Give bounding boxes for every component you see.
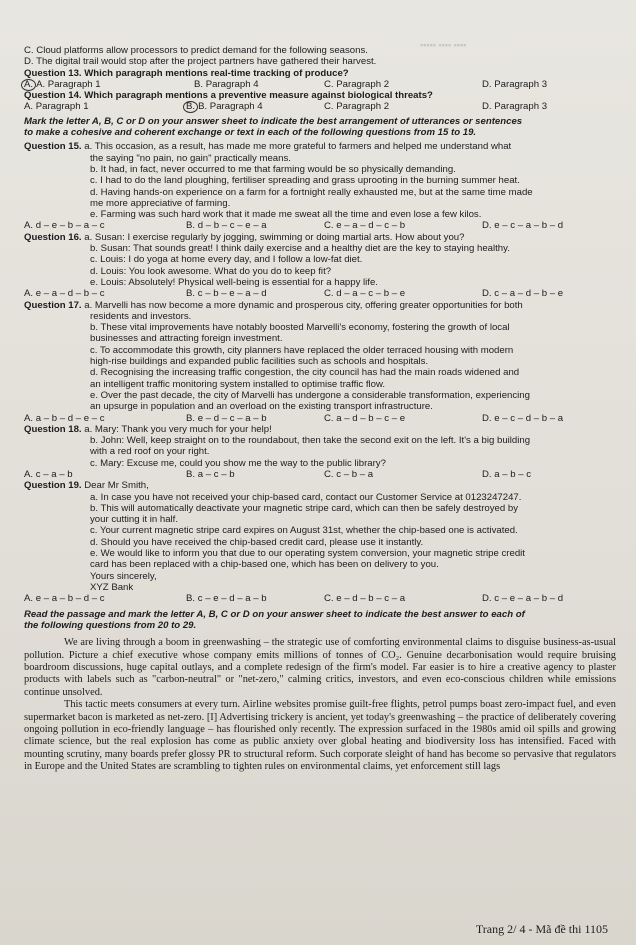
q15-line-d: d. Having hands-on experience on a farm for a fortnight really exhausted me, but at the same time made [90, 186, 533, 198]
q19-line-b2: your cutting it in half. [90, 514, 178, 526]
q19-line-b: b. This will automatically deactivate your magnetic stripe card, which can then be safely destroyed by [90, 502, 519, 514]
q19-head: Question 19. Dear Mr Smith, [24, 480, 149, 492]
q18-line-a: Question 18. a. Mary: Thank you very much for your help! [24, 423, 272, 435]
q19-options: A. e – a – b – d – c B. c – e – d – a – b C. e – d – b – c – a D. c – e – a – b – d [24, 593, 564, 605]
q17-line-c: c. To accommodate this growth, city planners have replaced the older terraced housing with modern [90, 344, 514, 356]
q17-line-e: e. Over the past decade, the city of Marvelli has undergone a considerable transformation, experiencing [90, 389, 530, 401]
circled-answer-mark: A. [21, 79, 36, 91]
q13-options: A. A. Paragraph 1 B. Paragraph 4 C. Paragraph 2 D. Paragraph 3 [24, 79, 616, 90]
q19-line-e: e. We would like to inform you that due to our operating system conversion, your magnetic stripe credit [90, 548, 525, 560]
q18-line-c: c. Mary: Excuse me, could you show me the way to the public library? [90, 457, 386, 469]
q15-line-a: Question 15. a. This occasion, as a result, has made me more grateful to farmers and helped me understand what [24, 141, 512, 153]
q12-option-c: C. Cloud platforms allow processors to predict demand for the following seasons. [24, 45, 368, 56]
q17-line-d2: an intelligent traffic monitoring system installed to optimise traffic flow. [90, 378, 386, 390]
q18-options: A. c – a – b B. a – c – b C. c – b – a D. a – b – c [24, 468, 532, 480]
reading-passage [24, 637, 616, 773]
page-footer: Trang 2/ 4 - Mã đề thi 1105 [475, 921, 608, 936]
question-14: Question 14. Which paragraph mentions a preventive measure against biological threats? [24, 90, 433, 102]
q18-line-b2: with a red roof on your right. [90, 446, 210, 458]
q15-line-d2: me more appreciative of farming. [90, 197, 231, 209]
q16-options: A. e – a – d – b – c B. c – b – e – a – d C. d – a – c – b – e D. c – a – d – b – e [24, 288, 564, 300]
passage-paragraph-2: This tactic meets consumers at every turn. Airline websites promise guilt-free flights, petrol pumps boast zero-impact fuel, and even supermarket bacon is marketed as net-zero. [I] Advertising trickery is ancient, yet today's greenwashing – the practice of deliberately covering ongoing pollution in eco-friendly language – has flourished only recently. The expression surfaced in the 1980s amid oil spills and growing climate science, but the real explosion has come as public anxiety over global heating and biodiversity loss has intensified. Faced with mounting scrutiny, many boards prefer glossy PR to structural reform. Such corporate sleight of hand has become so pervasive that regulators in Europe and the United States are scrambling to tighten rules on environmental claims, yet enforcement still lags [24, 699, 616, 773]
q19-line-d: d. Should you have received the chip-based credit card, please use it instantly. [90, 536, 424, 548]
q16-line-c: c. Louis: I do yoga at home every day, and I follow a low-fat diet. [90, 254, 363, 266]
q19-line-a: a. In case you have not received your chip-based card, contact our Customer Service at 0123247247. [90, 491, 522, 503]
q15-line-a2: the saying "no pain, no gain" practically means. [90, 152, 291, 164]
q19-line-c: c. Your current magnetic stripe card expires on August 31st, whether the chip-based one is activated. [90, 525, 518, 537]
q17-line-b: b. These vital improvements have notably boosted Marvelli's economy, fostering the growth of local [90, 322, 510, 334]
q17-line-a2: residents and investors. [90, 310, 192, 322]
instruction-20-29-line1: Read the passage and mark the letter A, B, C or D on your answer sheet to indicate the best answer to each of [24, 608, 525, 620]
faint-watermark: ▪▪▪▪▪ ▪▪▪▪ ▪▪▪▪ [420, 40, 467, 50]
instruction-15-19-line2: to make a cohesive and coherent exchange or text in each of the following questions from 15 to 19. [24, 127, 477, 139]
q17-line-c2: high-rise buildings and expanded public facilities such as schools and hospitals. [90, 356, 429, 368]
page-content [24, 45, 616, 774]
q17-line-a: Question 17. a. Marvelli has now become a more dynamic and prosperous city, offering greater opportunities for both [24, 299, 523, 311]
passage-paragraph-1: We are living through a boom in greenwashing – the strategic use of comforting environmental claims to disguise business-as-usual pollution. Picture a chief executive whose company emits millions of tonnes of CO₂. Genuine decarbonisation would require bruising boardroom discussions, huge capital outlays, and a complete redesign of the firm's model. Far easier is to hire a creative agency to plaster products with labels such as "carbon-neutral" or "net-zero," calming critics, investors, and even eco-conscious children while emissions continue unsolved. [24, 637, 616, 698]
q17-line-e2: an upsurge in population and an overload on the existing transport infrastructure. [90, 401, 433, 413]
q16-line-a: Question 16. a. Susan: I exercise regularly by jogging, swimming or doing martial arts. How about you? [24, 231, 465, 243]
q17-line-d: d. Recognising the increasing traffic congestion, the city council has had the main roads widened and [90, 367, 520, 379]
q19-signature: XYZ Bank [90, 581, 134, 593]
q16-line-e: e. Louis: Absolutely! Physical well-being is essential for a happy life. [90, 276, 378, 288]
q15-line-b: b. It had, in fact, never occurred to me that farming would be so physically demanding. [90, 163, 456, 175]
q16-line-b: b. Susan: That sounds great! I think daily exercise and a healthy diet are the key to staying healthy. [90, 243, 510, 255]
q16-line-d: d. Louis: You look awesome. What do you do to keep fit? [90, 265, 332, 277]
q19-line-e2: card has been replaced with a chip-based one, which has been on delivery to you. [90, 559, 439, 571]
question-13: Question 13. Which paragraph mentions real-time tracking of produce? [24, 67, 349, 79]
q18-line-b: b. John: Well, keep straight on to the roundabout, then take the second exit on the left. It's a big building [90, 435, 531, 447]
q17-options: A. a – b – d – e – c B. e – d – c – a – b C. a – d – b – c – e D. e – c – d – b – a [24, 412, 564, 424]
q15-options: A. d – e – b – a – c B. d – b – c – e – a C. e – a – d – c – b D. e – c – a – b – d [24, 220, 564, 232]
instruction-15-19-line1: Mark the letter A, B, C or D on your answer sheet to indicate the best arrangement of utterances or sentences [24, 115, 523, 127]
q12-option-d: D. The digital trail would stop after the project partners have gathered their harvest. [24, 56, 377, 68]
instruction-20-29-line2: the following questions from 20 to 29. [24, 619, 197, 631]
q14-options: A. Paragraph 1 B. B. Paragraph 4 C. Paragraph 2 D. Paragraph 3 [24, 101, 548, 113]
q17-line-b2: businesses and attracting foreign investment. [90, 333, 283, 345]
q15-line-e: e. Farming was such hard work that it made me sweat all the time and even lose a few kilos. [90, 209, 482, 221]
q19-closing: Yours sincerely, [90, 570, 157, 582]
circled-answer-mark: B. [183, 101, 198, 113]
q15-line-c: c. I had to do the land ploughing, fertiliser spreading and grass uprooting in the burning summer heat. [90, 175, 520, 187]
